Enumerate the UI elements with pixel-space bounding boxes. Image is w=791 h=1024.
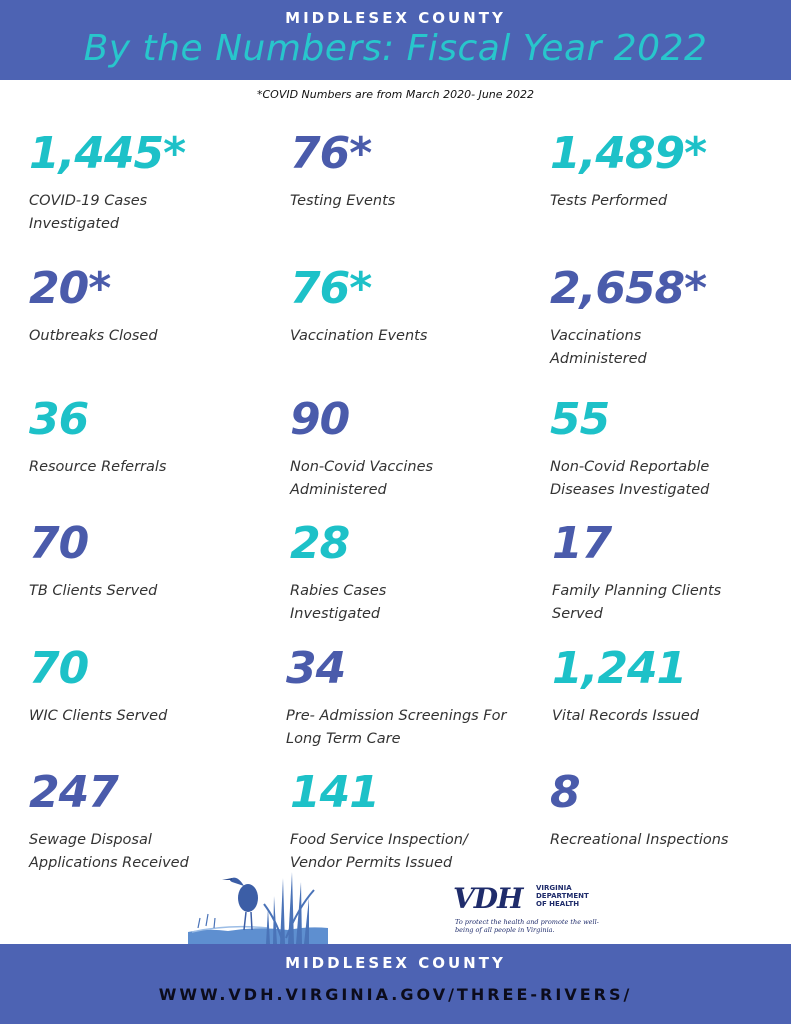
- stat-value: 76*: [290, 128, 372, 179]
- stat-wic-clients: [29, 643, 259, 728]
- stat-label: Food Service Inspection/ Vendor Permits Issued: [290, 832, 468, 871]
- stat-label: Non-Covid Vaccines Administered: [290, 459, 434, 498]
- stat-sewage-disposal: [29, 767, 259, 875]
- stat-outbreaks-closed: [29, 263, 259, 348]
- stat-value: 1,241: [552, 643, 687, 694]
- stat-value: 17: [552, 518, 612, 569]
- stat-noncovid-vaccines: [290, 394, 520, 502]
- stat-label: Outbreaks Closed: [29, 328, 158, 344]
- vdh-logo: [453, 882, 603, 940]
- stat-value: 141: [290, 767, 379, 818]
- stat-tests-performed: [550, 128, 780, 213]
- stat-rabies-cases: [290, 518, 520, 626]
- stat-label: Family Planning Clients Served: [552, 583, 722, 622]
- logo-area: [0, 868, 791, 944]
- stat-value: 70: [29, 518, 89, 569]
- stat-value: 1,489*: [550, 128, 707, 179]
- stat-value: 20*: [29, 263, 111, 314]
- stat-value: 90: [290, 394, 350, 445]
- stat-value: 55: [550, 394, 610, 445]
- stat-recreational-inspections: [550, 767, 780, 852]
- stat-vaccinations-administered: [550, 263, 780, 371]
- stat-label: TB Clients Served: [29, 583, 158, 599]
- covid-footnote: *COVID Numbers are from March 2020- June 2022: [256, 88, 535, 101]
- stat-value: 76*: [290, 263, 372, 314]
- stat-label: Recreational Inspections: [550, 832, 729, 848]
- stat-pre-admission-screenings: [286, 643, 516, 751]
- stat-value: 1,445*: [29, 128, 186, 179]
- stat-label: Resource Referrals: [29, 459, 167, 475]
- stat-value: 70: [29, 643, 89, 694]
- stat-label: Rabies Cases Investigated: [290, 583, 387, 622]
- stat-food-service: [290, 767, 520, 875]
- stat-label: Non-Covid Reportable Diseases Investigated: [550, 459, 710, 498]
- stat-label: Vaccinations Administered: [550, 328, 647, 367]
- stat-label: Pre- Admission Screenings For Long Term Care: [286, 708, 507, 747]
- stat-label: COVID-19 Cases Investigated: [29, 193, 148, 232]
- stat-resource-referrals: [29, 394, 259, 479]
- page-title: By the Numbers: Fiscal Year 2022: [83, 28, 708, 69]
- vdh-tagline: To protect the health and promote the well-being of all people in Virginia.: [455, 918, 599, 934]
- footer-banner: [0, 944, 791, 1024]
- stat-label: Testing Events: [290, 193, 396, 209]
- footer-county: MIDDLESEX COUNTY: [285, 954, 506, 972]
- vdh-logo-subtitle: VIRGINIA DEPARTMENT OF HEALTH: [536, 884, 589, 908]
- vdh-logo-mark: VDH: [453, 882, 523, 915]
- stat-family-planning: [552, 518, 782, 626]
- stat-label: Vital Records Issued: [552, 708, 700, 724]
- stat-value: 34: [286, 643, 346, 694]
- stat-tb-clients: [29, 518, 259, 603]
- stat-value: 36: [29, 394, 89, 445]
- stat-value: 2,658*: [550, 263, 707, 314]
- stat-value: 247: [29, 767, 118, 818]
- stat-label: Sewage Disposal Applications Received: [29, 832, 189, 871]
- stat-noncovid-reportable: [550, 394, 780, 502]
- stat-testing-events: [290, 128, 520, 213]
- stat-covid-cases: [29, 128, 259, 236]
- stat-vital-records: [552, 643, 782, 728]
- stat-value: 28: [290, 518, 350, 569]
- header-banner: [0, 0, 791, 80]
- stat-label: WIC Clients Served: [29, 708, 168, 724]
- website-link[interactable]: WWW.VDH.VIRGINIA.GOV/THREE-RIVERS/: [158, 985, 633, 1004]
- heron-logo-icon: [188, 868, 328, 944]
- stat-label: Vaccination Events: [290, 328, 428, 344]
- stat-vaccination-events: [290, 263, 520, 348]
- stat-label: Tests Performed: [550, 193, 668, 209]
- stat-value: 8: [550, 767, 580, 818]
- header-county: MIDDLESEX COUNTY: [285, 9, 506, 27]
